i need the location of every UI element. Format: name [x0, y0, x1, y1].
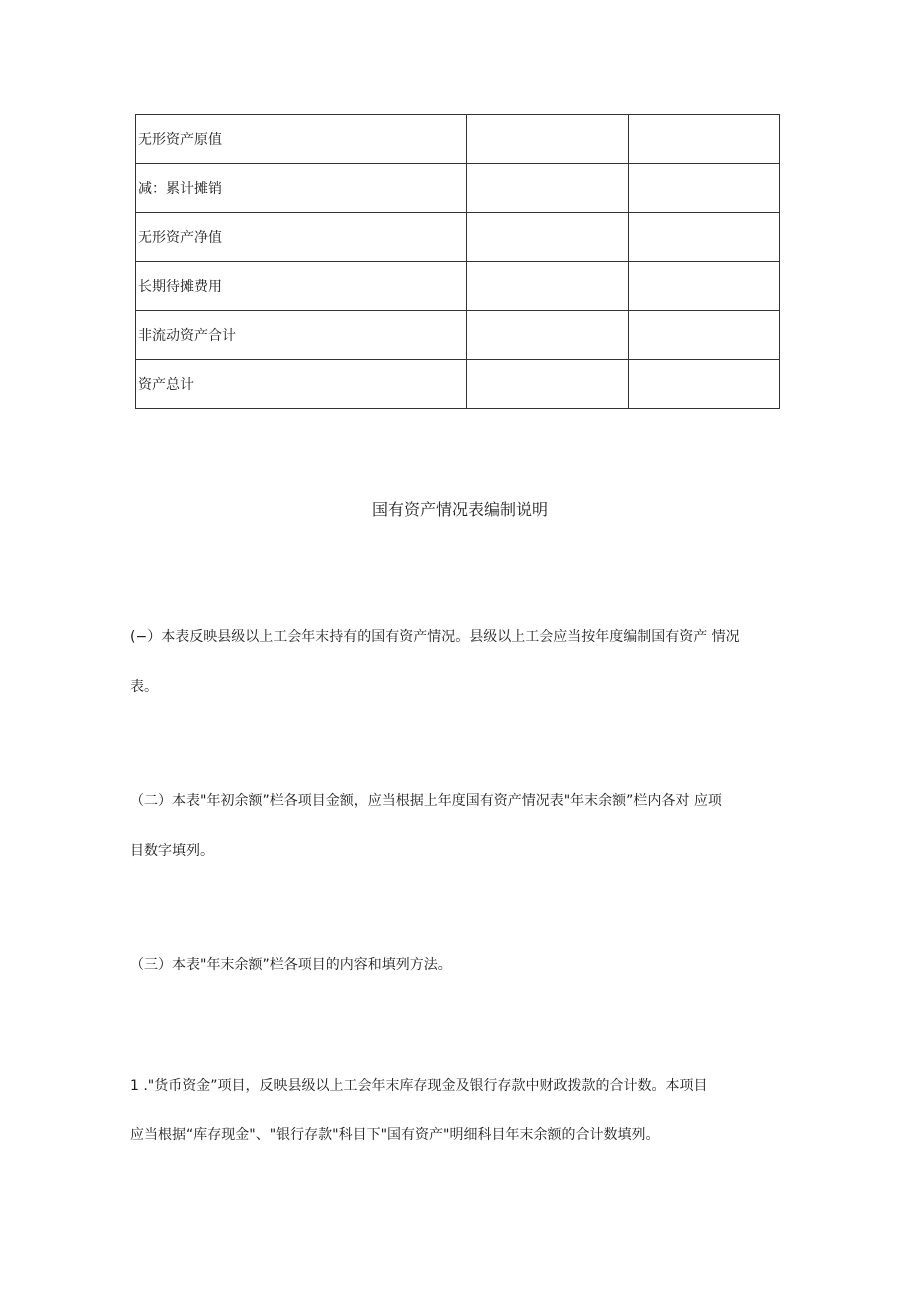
row-label: 无形资产净值 [136, 213, 467, 262]
opening-balance-cell [467, 213, 629, 262]
row-label: 非流动资产合计 [136, 311, 467, 360]
paragraph-1-line-2: 表。 [130, 679, 158, 695]
opening-balance-cell [467, 360, 629, 409]
table-row [136, 115, 780, 164]
closing-balance-cell [629, 164, 780, 213]
closing-balance-cell [629, 213, 780, 262]
table-row [136, 213, 780, 262]
opening-balance-cell [467, 311, 629, 360]
closing-balance-cell [629, 360, 780, 409]
row-label: 长期待摊费用 [136, 262, 467, 311]
paragraph-3-line-1: （三）本表"年末余额”栏各项目的内容和填列方法。 [130, 957, 452, 973]
asset-table [135, 114, 780, 409]
closing-balance-cell [629, 311, 780, 360]
opening-balance-cell [467, 164, 629, 213]
table-row [136, 311, 780, 360]
row-label: 无形资产原值 [136, 115, 467, 164]
closing-balance-cell [629, 262, 780, 311]
closing-balance-cell [629, 115, 780, 164]
document-title: 国有资产情况表编制说明 [371, 500, 548, 519]
table-row [136, 360, 780, 409]
paragraph-1-line-1: (−）本表反映县级以上工会年末持有的国有资产情况。县级以上工会应当按年度编制国有资产 情况 [130, 629, 740, 645]
paragraph-2-line-1: （二）本表"年初余额”栏各项目金额，应当根据上年度国有资产情况表"年末余额”栏内各对 应项 [130, 793, 722, 809]
paragraph-4-line-2: 应当根据“库存现金"、"银行存款"科目下"国有资产"明细科目年末余额的合计数填列。 [130, 1127, 660, 1143]
table-row [136, 164, 780, 213]
paragraph-4-line-1: 1 ."货币资金”项目，反映县级以上工会年末库存现金及银行存款中财政拨款的合计数。本项目 [130, 1078, 708, 1094]
paragraph-2-line-2: 目数字填列。 [130, 843, 214, 859]
opening-balance-cell [467, 262, 629, 311]
opening-balance-cell [467, 115, 629, 164]
table-row [136, 262, 780, 311]
row-label: 资产总计 [136, 360, 467, 409]
row-label: 减：累计摊销 [136, 164, 467, 213]
